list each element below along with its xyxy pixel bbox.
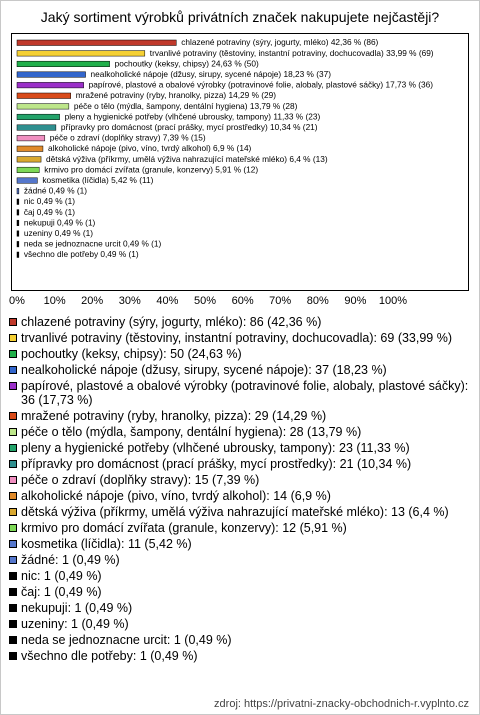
x-tick-label-9: 90% [344,295,367,307]
legend-label-12: krmivo pro domácí zvířata (granule, konzervy): 12 (5,91 %) [21,521,347,535]
legend-swatch-0 [9,318,17,326]
legend-label-5: mražené potraviny (ryby, hranolky, pizza): 29 (14,29 %) [21,409,327,423]
legend-swatch-1 [9,334,17,342]
legend-item-8 [7,457,475,471]
legend-label-20: všechno dle potřeby: 1 (0,49 %) [21,649,198,663]
legend-swatch-2 [9,350,17,358]
x-tick-label-3: 30% [118,295,141,307]
bar-label-2: pochoutky (keksy, chipsy) 24,63 % (50) [114,58,259,69]
bar-3 [17,72,86,78]
legend-item-2 [7,347,475,361]
legend-item-17 [7,601,475,615]
legend-item-12 [7,521,475,535]
legend-label-17: nekupuji: 1 (0,49 %) [21,601,133,615]
legend-item-19 [7,633,475,647]
legend-item-13 [7,537,475,551]
bar-17 [17,220,19,226]
legend-item-4 [7,379,475,407]
legend-label-0: chlazené potraviny (sýry, jogurty, mléko): 86 (42,36 %) [21,315,322,329]
legend-swatch-6 [9,428,17,436]
legend-label-15: nic: 1 (0,49 %) [21,569,102,583]
legend-label-3: nealkoholické nápoje (džusy, sirupy, sycené nápoje): 37 (18,23 %) [21,363,387,377]
legend-item-7 [7,441,475,455]
bar-label-10: alkoholické nápoje (pivo, víno, tvrdý alkohol) 6,9 % (14) [47,143,252,154]
legend [7,315,475,665]
x-tick-label-2: 20% [81,295,104,307]
legend-item-14 [7,553,475,567]
legend-item-10 [7,489,475,503]
x-tick-label-6: 60% [231,295,254,307]
legend-item-16 [7,585,475,599]
legend-item-1 [7,331,475,345]
bar-19 [17,241,19,247]
bar-9 [17,135,45,141]
legend-label-6: péče o tělo (mýdla, šampony, dentální hygiena): 28 (13,79 %) [21,425,362,439]
bar-12 [17,167,39,173]
bar-label-5: mražené potraviny (ryby, hranolky, pizza) 14,29 % (29) [75,90,277,101]
legend-swatch-14 [9,556,17,564]
legend-item-3 [7,363,475,377]
bar-6 [17,104,69,110]
bar-label-9: péče o zdraví (doplňky stravy) 7,39 % (15) [49,132,206,143]
legend-item-5 [7,409,475,423]
legend-item-9 [7,473,475,487]
bar-label-16: čaj 0,49 % (1) [23,206,76,217]
x-tick-label-4: 40% [156,295,179,307]
bar-label-3: nealkoholické nápoje (džusy, sirupy, sycené nápoje) 18,23 % (37) [90,69,331,79]
legend-label-13: kosmetika (líčidla): 11 (5,42 %) [21,537,192,551]
legend-swatch-7 [9,444,17,452]
bar-label-18: uzeniny 0,49 % (1) [23,228,94,238]
bar-label-1: trvanlivé potraviny (těstoviny, instantní potraviny, dochucovadla) 33,99 % (69) [149,47,434,58]
x-tick-label-0: 0% [9,295,25,307]
bar-15 [17,199,19,205]
legend-label-2: pochoutky (keksy, chipsy): 50 (24,63 %) [21,347,242,361]
bar-14 [17,188,19,194]
legend-label-1: trvanlivé potraviny (těstoviny, instantní potraviny, dochucovadla): 69 (33,99 %) [21,331,453,345]
legend-swatch-5 [9,412,17,420]
legend-item-18 [7,617,475,631]
legend-label-16: čaj: 1 (0,49 %) [21,585,102,599]
legend-swatch-12 [9,524,17,532]
bar-label-4: papírové, plastové a obalové výrobky (potravinové folie, alobaly, plastové sáčky) 17,73 % (36) [88,79,434,90]
bar-label-12: krmivo pro domácí zvířata (granule, konzervy) 5,91 % (12) [44,164,259,175]
legend-swatch-20 [9,652,17,660]
legend-label-9: péče o zdraví (doplňky stravy): 15 (7,39 %) [21,473,260,487]
legend-label-14: žádné: 1 (0,49 %) [21,553,120,567]
legend-label-10: alkoholické nápoje (pivo, víno, tvrdý alkohol): 14 (6,9 %) [21,489,331,503]
bar-8 [17,125,56,131]
legend-swatch-18 [9,620,17,628]
bar-13 [17,178,37,184]
bar-4 [17,82,84,88]
bar-0 [17,40,176,46]
bar-20 [17,252,19,258]
legend-swatch-11 [9,508,17,516]
legend-swatch-10 [9,492,17,500]
bar-18 [17,231,19,237]
x-tick-label-7: 70% [269,295,292,307]
bar-chart [1,1,479,311]
legend-item-0 [7,315,475,329]
legend-swatch-13 [9,540,17,548]
bar-label-13: kosmetika (líčidla) 5,42 % (11) [42,175,154,185]
bar-label-6: péče o tělo (mýdla, šampony, dentální hygiena) 13,79 % (28) [73,100,298,111]
legend-label-11: dětská výživa (příkrmy, umělá výživa nahrazující mateřské mléko): 13 (6,4 %) [21,505,449,519]
bar-11 [17,157,41,163]
legend-label-19: neda se jednoznacne urcit: 1 (0,49 %) [21,633,232,647]
legend-item-6 [7,425,475,439]
legend-item-11 [7,505,475,519]
source-note: zdroj: https://privatni-znacky-obchodnich-r.vyplnto.cz [214,698,469,710]
bar-label-14: žádné 0,49 % (1) [23,185,88,196]
x-tick-label-8: 80% [306,295,329,307]
bar-label-20: všechno dle potřeby 0,49 % (1) [23,249,139,260]
bar-10 [17,146,43,152]
legend-label-8: přípravky pro domácnost (prací prášky, mycí prostředky): 21 (10,34 %) [21,457,412,471]
legend-swatch-17 [9,604,17,612]
bar-label-19: neda se jednoznacne urcit 0,49 % (1) [23,238,162,249]
bar-label-11: dětská výživa (příkrmy, umělá výživa nahrazující mateřské mléko) 6,4 % (13) [46,153,328,164]
bar-2 [17,61,110,66]
legend-label-4: papírové, plastové a obalové výrobky (potravinové folie, alobaly, plastové sáčky): 36 (17,73 %) [21,379,469,407]
x-tick-label-5: 50% [193,295,217,307]
bar-label-15: nic 0,49 % (1) [23,196,76,207]
legend-swatch-9 [9,476,17,484]
legend-swatch-4 [9,382,17,390]
legend-item-20 [7,649,475,663]
bar-7 [17,114,60,120]
chart-title: Jaký sortiment výrobků privátních značek nakupujete nejčastěji? [40,9,440,25]
legend-item-15 [7,569,475,583]
x-tick-label-10: 100% [378,295,408,307]
legend-swatch-15 [9,572,17,580]
bar-16 [17,210,19,216]
legend-swatch-16 [9,588,17,596]
bar-1 [17,51,145,57]
legend-label-18: uzeniny: 1 (0,49 %) [21,617,129,631]
legend-swatch-8 [9,460,17,468]
legend-swatch-19 [9,636,17,644]
legend-label-7: pleny a hygienické potřeby (vlhčené ubrousky, tampony): 23 (11,33 %) [21,441,410,455]
x-tick-label-1: 10% [43,295,66,307]
bar-label-7: pleny a hygienické potřeby (vlhčené ubrousky, tampony) 11,33 % (23) [64,111,321,122]
bar-5 [17,93,71,99]
legend-swatch-3 [9,366,17,374]
bar-label-0: chlazené potraviny (sýry, jogurty, mléko) 42,36 % (86) [181,37,379,48]
bar-label-17: nekupuji 0,49 % (1) [23,217,96,228]
bar-label-8: přípravky pro domácnost (prací prášky, mycí prostředky) 10,34 % (21) [60,122,318,132]
